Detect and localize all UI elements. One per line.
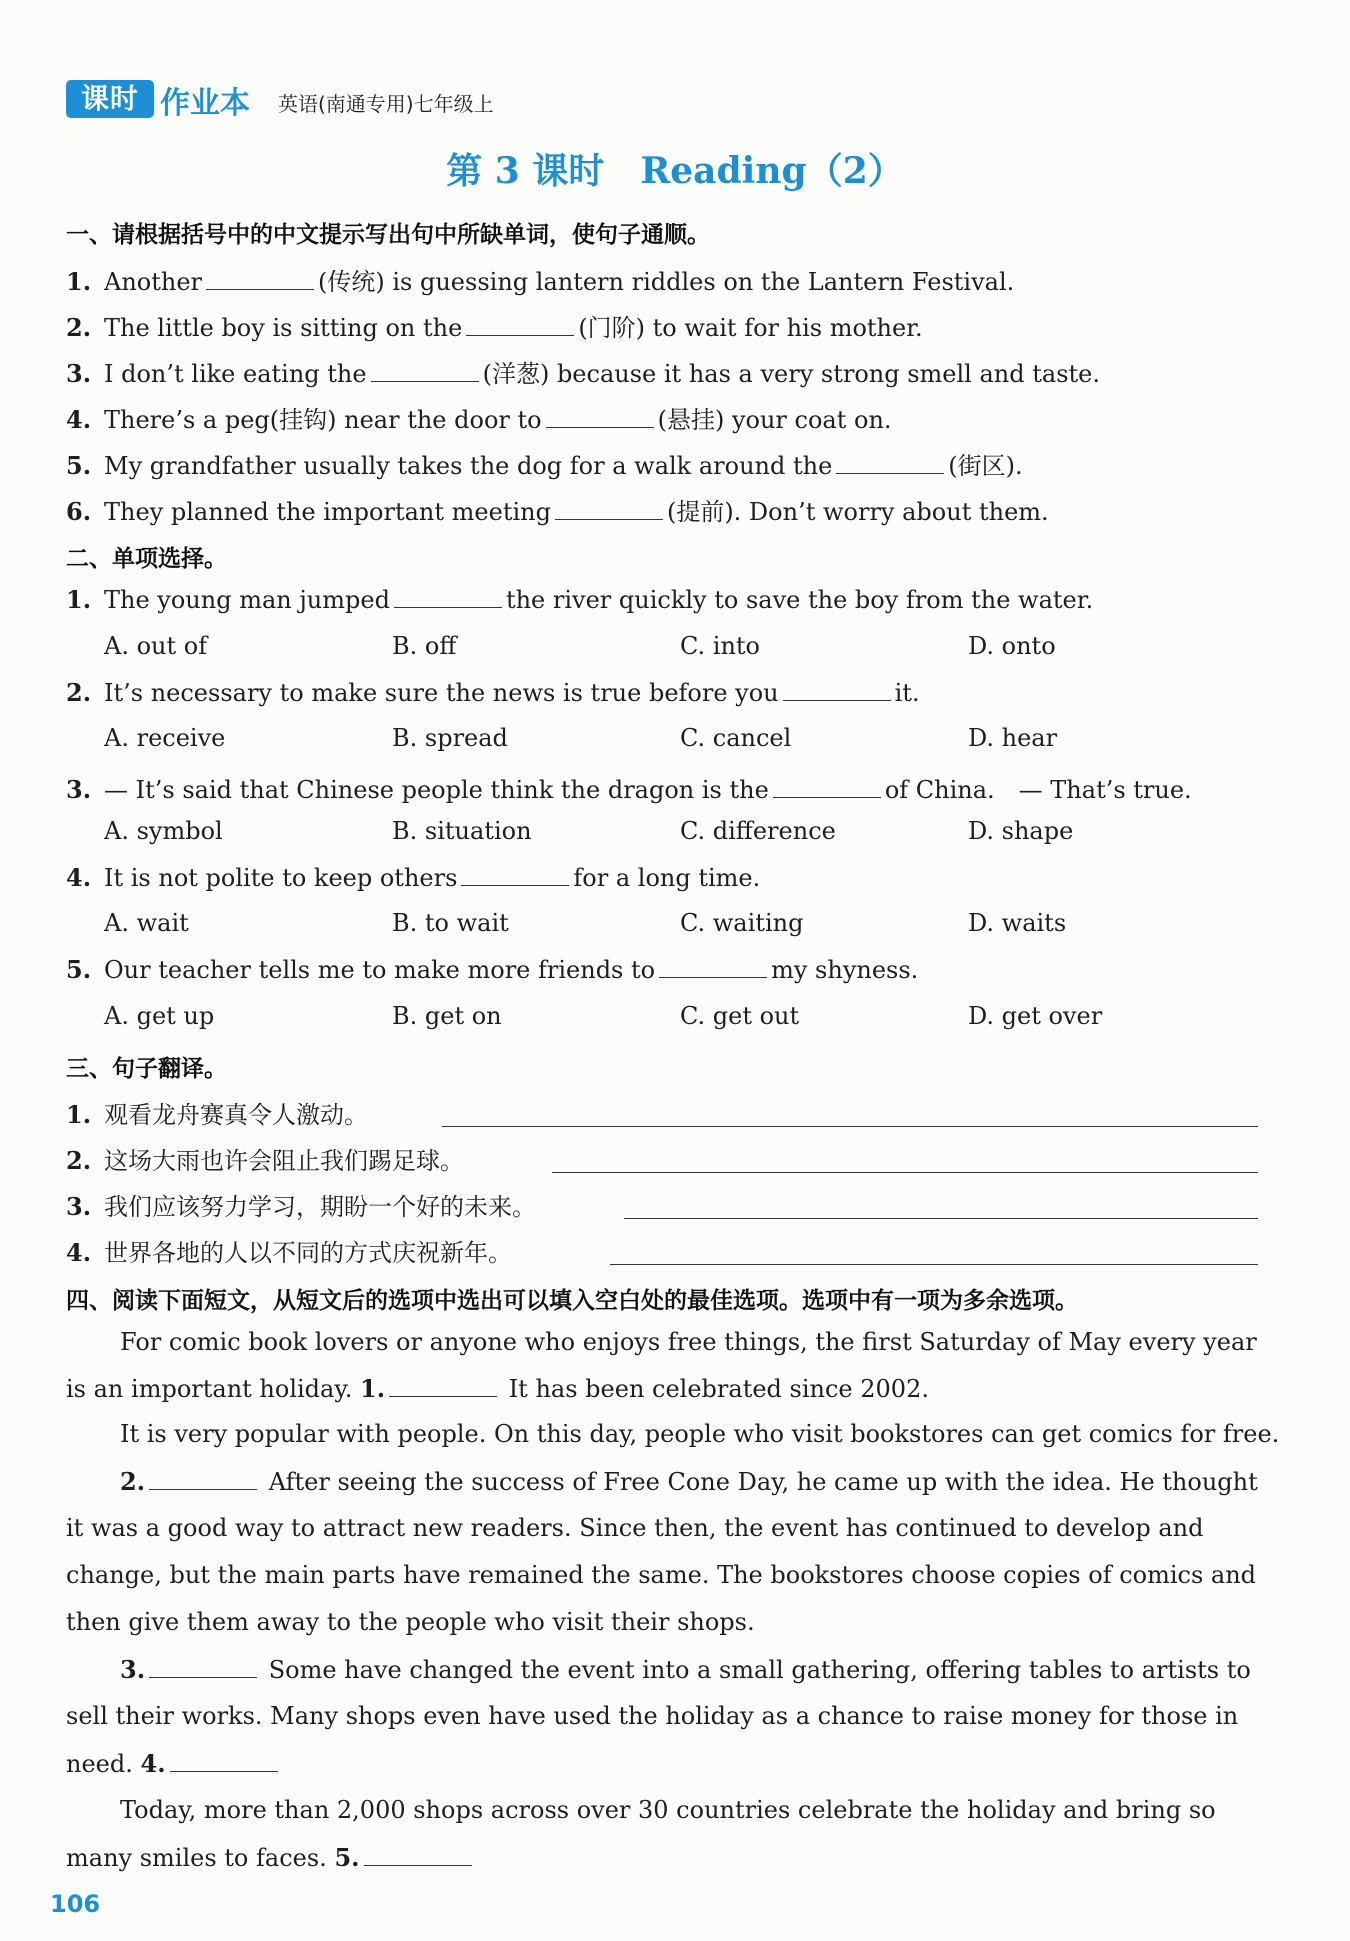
- option-d[interactable]: D. waits: [968, 909, 1067, 937]
- option-c[interactable]: C. waiting: [680, 909, 804, 937]
- s1-item-5: 5. My grandfather usually takes the dog for a walk around the (街区).: [66, 451, 1023, 480]
- page-title: 第 3 课时 Reading（2）: [446, 150, 904, 192]
- section3-heading: 三、句子翻译。: [66, 1056, 227, 1082]
- page-number: 106: [50, 1890, 101, 1918]
- option-d[interactable]: D. get over: [968, 1002, 1103, 1030]
- answer-line[interactable]: [610, 1264, 1258, 1265]
- answer-blank[interactable]: [546, 405, 654, 428]
- s3-item-1: 1. 观看龙舟赛真令人激动。: [66, 1100, 368, 1129]
- subject-label: 英语(南通专用)七年级上: [278, 92, 494, 116]
- answer-blank[interactable]: [466, 313, 574, 336]
- answer-blank[interactable]: [461, 863, 569, 886]
- answer-blank[interactable]: [149, 1655, 257, 1678]
- option-b[interactable]: B. off: [392, 632, 457, 660]
- s2-question-2: 2. It’s necessary to make sure the news is true before you it.: [66, 678, 920, 707]
- s1-item-1: 1. Another (传统) is guessing lantern riddles on the Lantern Festival.: [66, 267, 1015, 296]
- option-c[interactable]: C. get out: [680, 1002, 800, 1030]
- answer-blank[interactable]: [364, 1843, 472, 1866]
- option-a[interactable]: A. wait: [104, 909, 189, 937]
- option-b[interactable]: B. spread: [392, 724, 508, 752]
- option-b[interactable]: B. situation: [392, 817, 532, 845]
- section1-heading: 一、请根据括号中的中文提示写出句中所缺单词，使句子通顺。: [66, 222, 710, 248]
- passage-line: need. 4.: [66, 1749, 282, 1778]
- passage-line: it was a good way to attract new readers. Since then, the event has continued to develop and: [66, 1514, 1204, 1542]
- answer-blank[interactable]: [206, 267, 314, 290]
- s3-item-2: 2. 这场大雨也许会阻止我们踢足球。: [66, 1146, 464, 1175]
- section2-heading: 二、单项选择。: [66, 546, 227, 572]
- s1-item-4: 4. There’s a peg(挂钩) near the door to (悬挂) your coat on.: [66, 405, 892, 434]
- option-c[interactable]: C. into: [680, 632, 760, 660]
- passage-line: It is very popular with people. On this day, people who visit bookstores can get comics for free.: [120, 1420, 1280, 1448]
- s1-item-2: 2. The little boy is sitting on the (门阶) to wait for his mother.: [66, 313, 923, 342]
- option-d[interactable]: D. hear: [968, 724, 1058, 752]
- option-b[interactable]: B. to wait: [392, 909, 509, 937]
- answer-blank[interactable]: [783, 678, 891, 701]
- passage-line: then give them away to the people who visit their shops.: [66, 1608, 755, 1636]
- passage-line: 3. Some have changed the event into a small gathering, offering tables to artists to: [120, 1655, 1251, 1684]
- option-c[interactable]: C. cancel: [680, 724, 792, 752]
- answer-blank[interactable]: [773, 775, 881, 798]
- option-a[interactable]: A. out of: [104, 632, 208, 660]
- passage-line: change, but the main parts have remained the same. The bookstores choose copies of comics and: [66, 1561, 1257, 1589]
- series-name: 作业本: [160, 86, 250, 121]
- answer-blank[interactable]: [659, 955, 767, 978]
- s3-item-3: 3. 我们应该努力学习，期盼一个好的未来。: [66, 1192, 536, 1221]
- s3-item-4: 4. 世界各地的人以不同的方式庆祝新年。: [66, 1238, 512, 1267]
- passage-line: Today, more than 2,000 shops across over 30 countries celebrate the holiday and bring so: [120, 1796, 1216, 1824]
- answer-blank[interactable]: [389, 1374, 497, 1397]
- s1-item-6: 6. They planned the important meeting (提前). Don’t worry about them.: [66, 497, 1049, 526]
- passage-line: 2. After seeing the success of Free Cone Day, he came up with the idea. He thought: [120, 1467, 1258, 1496]
- answer-blank[interactable]: [394, 585, 502, 608]
- option-c[interactable]: C. difference: [680, 817, 836, 845]
- passage-line: many smiles to faces. 5.: [66, 1843, 476, 1872]
- answer-blank[interactable]: [836, 451, 944, 474]
- answer-blank[interactable]: [170, 1749, 278, 1772]
- option-d[interactable]: D. onto: [968, 632, 1056, 660]
- s1-item-3: 3. I don’t like eating the (洋葱) because it has a very strong smell and taste.: [66, 359, 1100, 388]
- answer-line[interactable]: [624, 1218, 1258, 1219]
- answer-blank[interactable]: [149, 1467, 257, 1490]
- option-a[interactable]: A. get up: [104, 1002, 215, 1030]
- passage-line: sell their works. Many shops even have used the holiday as a chance to raise money for those in: [66, 1702, 1239, 1730]
- passage-line: is an important holiday. 1. It has been celebrated since 2002.: [66, 1374, 929, 1403]
- option-d[interactable]: D. shape: [968, 817, 1074, 845]
- s2-question-5: 5. Our teacher tells me to make more friends to my shyness.: [66, 955, 919, 984]
- answer-blank[interactable]: [371, 359, 479, 382]
- answer-line[interactable]: [442, 1126, 1258, 1127]
- brand-logo: 课时: [66, 80, 154, 118]
- option-a[interactable]: A. receive: [104, 724, 226, 752]
- s2-question-1: 1. The young man jumped the river quickly to save the boy from the water.: [66, 585, 1094, 614]
- option-b[interactable]: B. get on: [392, 1002, 502, 1030]
- answer-blank[interactable]: [555, 497, 663, 520]
- s2-question-3: 3. — It’s said that Chinese people think the dragon is the of China. — That’s true.: [66, 775, 1192, 804]
- answer-line[interactable]: [552, 1172, 1258, 1173]
- s2-question-4: 4. It is not polite to keep others for a long time.: [66, 863, 761, 892]
- option-a[interactable]: A. symbol: [104, 817, 223, 845]
- section4-heading: 四、阅读下面短文，从短文后的选项中选出可以填入空白处的最佳选项。选项中有一项为多余选项。: [66, 1288, 1078, 1314]
- passage-line: For comic book lovers or anyone who enjoys free things, the first Saturday of May every year: [120, 1328, 1257, 1356]
